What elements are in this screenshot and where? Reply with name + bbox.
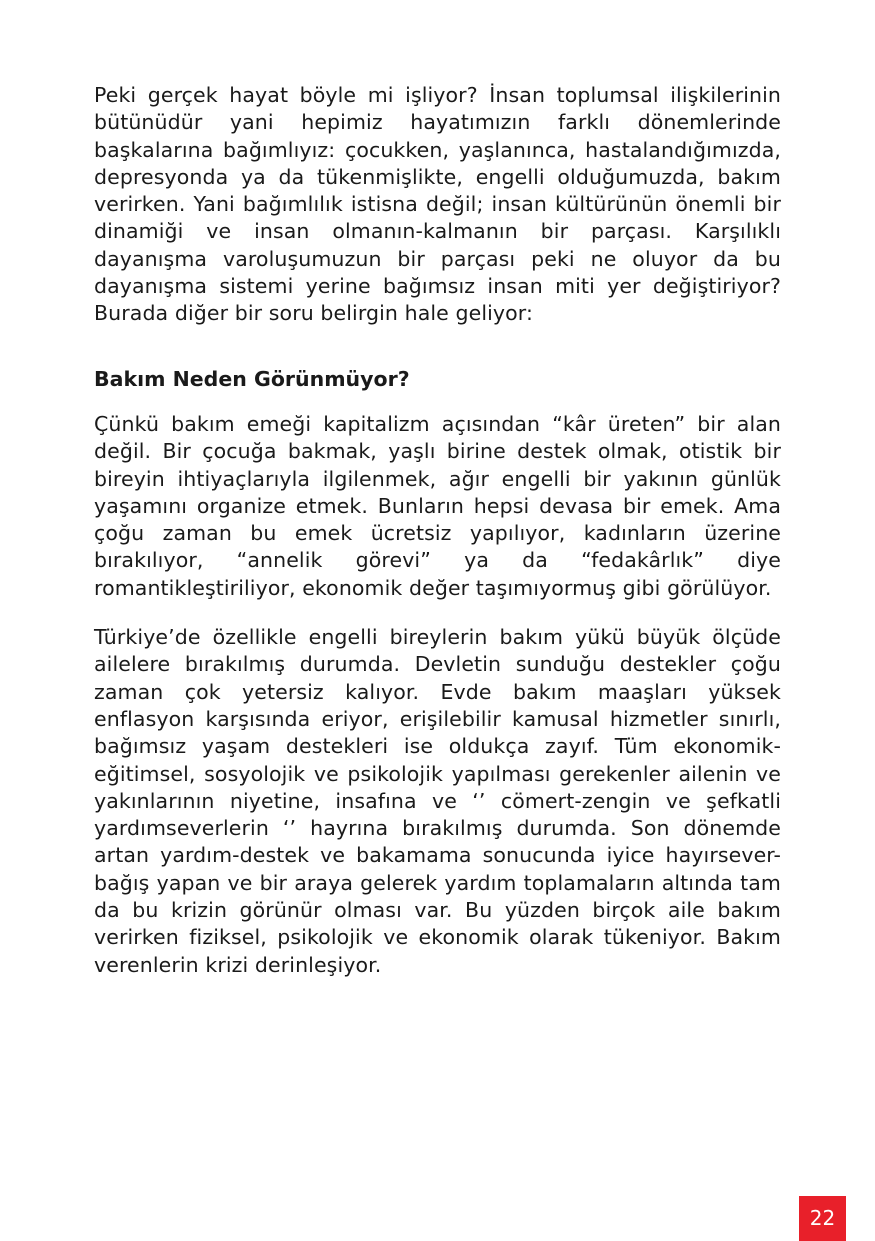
paragraph-dependency: Peki gerçek hayat böyle mi işliyor? İnsan toplumsal ilişkilerinin bütünüdür yani hepimiz hayatımızın farklı dönemlerinde başkalarına bağımlıyız: çocukken, yaşlanınca, hastalandığımızda, depresyonda ya da tükenmişlikte, engelli olduğumuzda, bakım verirken. Yani bağımlılık istisna değil; insan kültürünün önemli bir dinamiği ve insan olmanın-kalmanın bir parçası. Karşılıklı dayanışma varoluşumuzun bir parçası peki ne oluyor da bu dayanışma sistemi yerine bağımsız insan miti yer değiştiriyor? Burada diğer bir soru belirgin hale geliyor: — [94, 83, 781, 326]
page-body — [94, 82, 781, 979]
paragraph-turkey-care: Türkiye’de özellikle engelli bireylerin bakım yükü büyük ölçüde ailelere bırakılmış durumda. Devletin sunduğu destekler çoğu zaman çok yetersiz kalıyor. Evde bakım maaşları yüksek enflasyon karşısında eriyor, erişilebilir kamusal hizmetler sınırlı, bağımsız yaşam destekleri ise oldukça zayıf. Tüm ekonomik-eğitimsel, sosyolojik ve psikolojik yapılması gerekenler ailenin ve yakınlarının niyetine, insafına ve ‘’ cömert-zengin ve şefkatli yardımseverlerin ‘’ hayrına bırakılmış durumda. Son dönemde artan yardım-destek ve bakamama sonucunda iyice hayırsever-bağış yapan ve bir araya gelerek yardım toplamaların altında tam da bu krizin görünür olması var. Bu yüzden birçok aile bakım verirken fiziksel, psikolojik ve ekonomik olarak tükeniyor. Bakım verenlerin krizi derinleşiyor. — [94, 625, 781, 977]
page-number-badge: 22 — [799, 1196, 846, 1241]
paragraph-care-labor: Çünkü bakım emeği kapitalizm açısından “kâr üreten” bir alan değil. Bir çocuğa bakmak, yaşlı birine destek olmak, otistik bir bireyin ihtiyaçlarıyla ilgilenmek, ağır engelli bir yakının günlük yaşamını organize etmek. Bunların hepsi devasa bir emek. Ama çoğu zaman bu emek ücretsiz yapılıyor, kadınların üzerine bırakılıyor, “annelik görevi” ya da “fedakârlık” diye romantikleştiriliyor, ekonomik değer taşımıyormuş gibi görülüyor. — [94, 411, 781, 600]
section-heading: Bakım Neden Görünmüyor? — [94, 366, 410, 391]
